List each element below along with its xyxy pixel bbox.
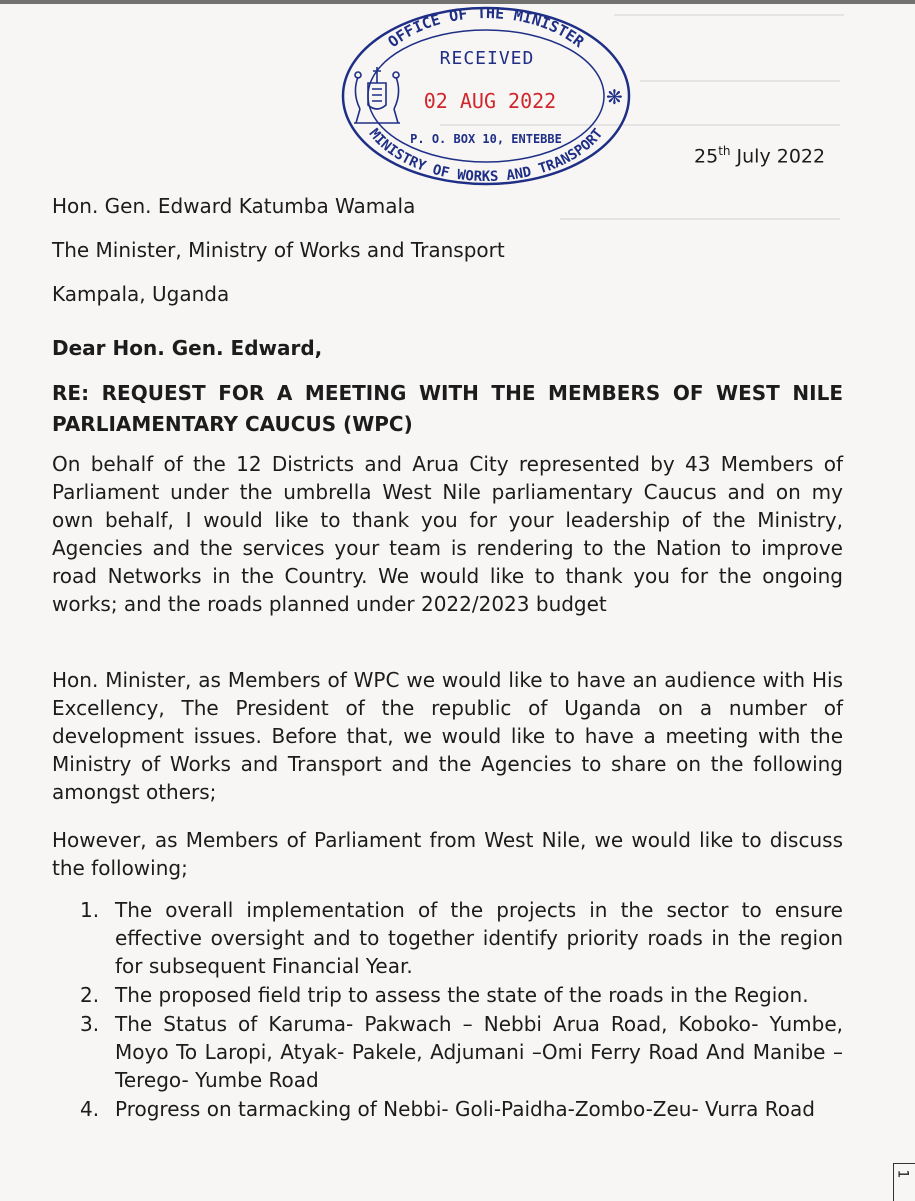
addressee-location: Kampala, Uganda bbox=[52, 282, 230, 306]
list-item-number: 3. bbox=[80, 1012, 100, 1036]
bleed-through bbox=[560, 218, 840, 220]
list-item bbox=[52, 1095, 843, 1123]
stamp-status: RECEIVED bbox=[439, 48, 535, 69]
addressee-name: Hon. Gen. Edward Katumba Wamala bbox=[52, 194, 416, 218]
stamp-top-arc: OFFICE OF THE MINISTER bbox=[384, 3, 588, 51]
addressee-title: The Minister, Ministry of Works and Transport bbox=[52, 238, 505, 262]
subject-line: RE: REQUEST FOR A MEETING WITH THE MEMBERS OF WEST NILE PARLIAMENTARY CAUCUS (WPC) bbox=[52, 381, 843, 436]
list-item-text: Progress on tarmacking of Nebbi- Goli-Paidha-Zombo-Zeu- Vurra Road bbox=[115, 1097, 815, 1121]
page-number: 1 bbox=[894, 1169, 911, 1179]
list-item-text: The overall implementation of the projects in the sector to ensure effective oversight and to together identify priority roads in the region for subsequent Financial Year. bbox=[115, 898, 843, 978]
bleed-through bbox=[640, 80, 840, 82]
page-number-mark bbox=[893, 1163, 915, 1201]
letter-date: 25th July 2022 bbox=[694, 144, 826, 168]
bleed-through bbox=[614, 14, 844, 16]
star-icon: ❋ bbox=[606, 85, 623, 109]
discussion-list bbox=[52, 896, 843, 1124]
list-item-number: 4. bbox=[80, 1097, 100, 1121]
received-stamp bbox=[336, 1, 636, 191]
list-item bbox=[52, 1010, 843, 1094]
body-paragraph-2: Hon. Minister, as Members of WPC we would like to have an audience with His Excellency, The President of the republic of Uganda on a number of development issues. Before that, we would like to have a meeting with the Ministry of Works and Transport and the Agencies to share on the following amongst others; bbox=[52, 668, 843, 804]
stamp-po-box: P. O. BOX 10, ENTEBBE bbox=[410, 132, 562, 146]
list-item-text: The proposed field trip to assess the state of the roads in the Region. bbox=[115, 983, 809, 1007]
body-paragraph-1: On behalf of the 12 Districts and Arua City represented by 43 Members of Parliament under the umbrella West Nile parliamentary Caucus and on my own behalf, I would like to thank you for your leadership of the Ministry, Agencies and the services your team is rendering to the Nation to improve road Networks in the Country. We would like to thank you for the ongoing works; and the roads planned under 2022/2023 budget bbox=[52, 452, 843, 616]
list-item bbox=[52, 896, 843, 980]
list-item-text: The Status of Karuma- Pakwach – Nebbi Arua Road, Koboko- Yumbe, Moyo To Laropi, Atyak- Pakele, Adjumani –Omi Ferry Road And Manibe –Terego- Yumbe Road bbox=[115, 1012, 843, 1092]
uganda-coat-of-arms-icon bbox=[346, 63, 408, 129]
stamp-bottom-arc: MINISTRY OF WORKS AND TRANSPORT bbox=[365, 125, 607, 185]
list-item-number: 1. bbox=[80, 898, 100, 922]
body-paragraph-3: However, as Members of Parliament from West Nile, we would like to discuss the following; bbox=[52, 828, 843, 880]
list-item-number: 2. bbox=[80, 983, 100, 1007]
stamp-date: 02 AUG 2022 bbox=[423, 89, 557, 113]
list-item bbox=[52, 981, 843, 1009]
salutation: Dear Hon. Gen. Edward, bbox=[52, 336, 323, 360]
